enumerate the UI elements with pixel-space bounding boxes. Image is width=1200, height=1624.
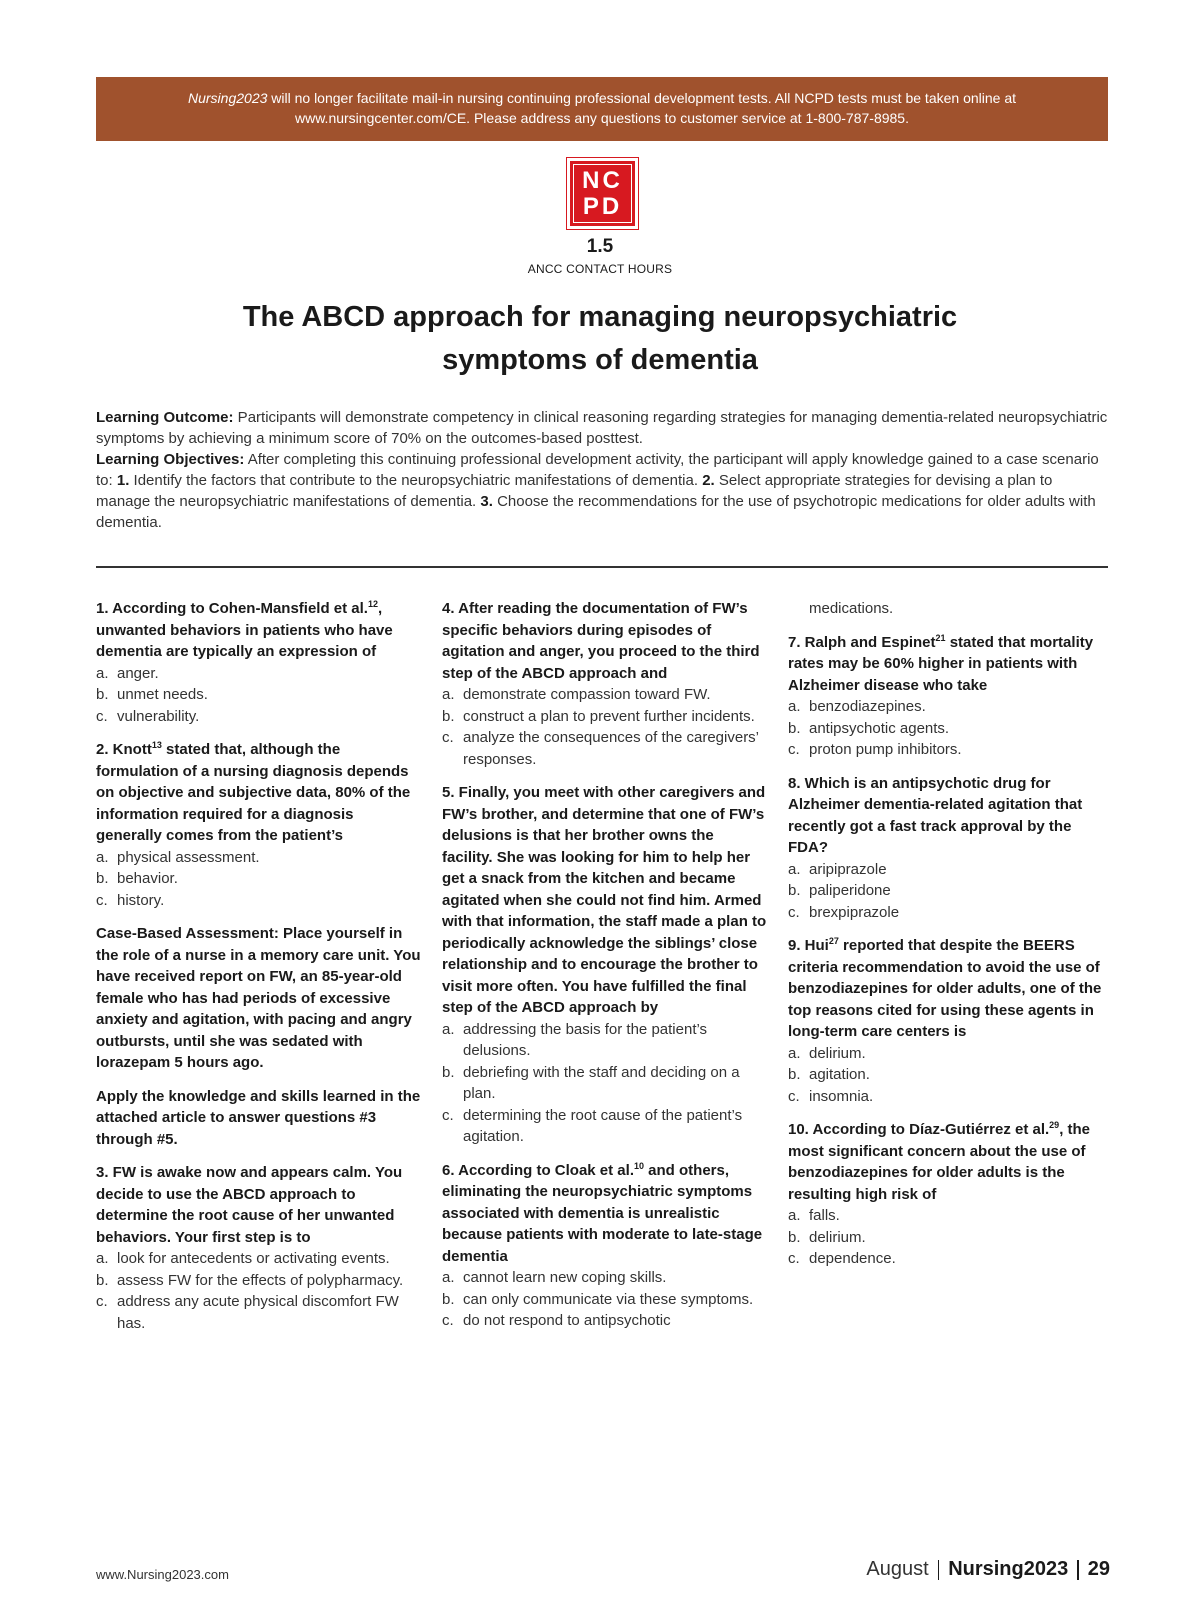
answer-option: b. assess FW for the effects of polypharmacy. xyxy=(96,1271,404,1289)
answer-option: c. proton pump inhibitors. xyxy=(788,741,962,758)
answer-option: c. determining the root cause of the patient’s agitation. xyxy=(442,1106,743,1145)
footer-month: August xyxy=(866,1558,929,1580)
answer-option: b. construct a plan to prevent further incidents. xyxy=(442,707,755,725)
objective-number: 3. xyxy=(480,493,493,510)
answer-option: a. physical assessment. xyxy=(96,848,260,866)
answer-option: b. paliperidone xyxy=(788,882,891,899)
column-1 xyxy=(96,598,421,1346)
objective-1: Identify the factors that contribute to the neuropsychiatric manifestations of dementia. xyxy=(129,472,703,489)
page-title xyxy=(150,296,1050,382)
column-2 xyxy=(442,598,767,1344)
question-10 xyxy=(788,1119,1113,1270)
banner-line1: will no longer facilitate mail-in nursing continuing professional development tests. All NCPD tests must be taken online at xyxy=(267,90,1016,106)
objective-number: 2. xyxy=(702,472,715,489)
question-8 xyxy=(788,773,1113,924)
objective-3: Choose the recommendations for the use of psychotropic medications for older adults with dementia. xyxy=(96,493,1096,531)
ncpd-logo xyxy=(567,158,638,229)
question-stem: 4. After reading the documentation of FW’s specific behaviors during episodes of agitation and anger, you proceed to the third step of the ABCD approach and xyxy=(442,600,760,682)
objective-2: Select appropriate strategies for devising a plan to manage the neuropsychiatric manifestations of dementia. xyxy=(96,472,1053,510)
question-4 xyxy=(442,598,767,770)
question-stem: 6. According to Cloak et al.$^{10}$ and others, eliminating the neuropsychiatric symptoms associated with dementia is unrealistic because patients with moderate to late-stage dementia xyxy=(442,1160,763,1265)
answer-option: a. demonstrate compassion toward FW. xyxy=(442,686,711,703)
answer-option: c. vulnerability. xyxy=(96,707,200,725)
question-stem: 10. According to Díaz-Gutiérrez et al.$^{29}$, the most significant concern about the use of benzodiazepines for older adults is the resulting high risk of xyxy=(788,1120,1091,1203)
question-5 xyxy=(442,782,767,1148)
logo-line-1: NC xyxy=(582,166,623,194)
question-stem: 2. Knott$^{13}$ stated that, although the formulation of a nursing diagnosis depends on objective and subjective data, 80% of the information required for a diagnosis generally comes from the patient’s xyxy=(96,740,411,844)
answer-option: a. anger. xyxy=(96,664,159,682)
answer-option: c. history. xyxy=(96,891,165,909)
answer-option: b. unmet needs. xyxy=(96,686,208,703)
answer-option: a. delirium. xyxy=(788,1044,866,1062)
banner-line2: www.nursingcenter.com/CE. Please address any questions to customer service at 1-800-787-8985. xyxy=(295,110,909,126)
footer-separator xyxy=(938,1560,940,1580)
contact-hours-label: ANCC CONTACT HOURS xyxy=(527,262,673,276)
footer-separator xyxy=(1077,1560,1079,1580)
banner-magazine-name: Nursing2023 xyxy=(188,90,268,106)
question-7 xyxy=(788,632,1113,761)
answer-option: b. debriefing with the staff and deciding on a plan. xyxy=(442,1063,740,1102)
notice-banner xyxy=(96,77,1108,141)
page-number: 29 xyxy=(1087,1558,1110,1580)
question-stem: 5. Finally, you meet with other caregivers and FW’s brother, and determine that one of FW’s delusions is that her brother owns the facility. She was looking for him to help her get a snack from the kitchen and became agitated when she could not find him. Armed with that information, the staff made a plan to periodically acknowledge the siblings’ close relationship and to encourage the brother to visit more often. You have fulfilled the final step of the ABCD approach by xyxy=(442,784,767,1016)
answer-option: b. agitation. xyxy=(788,1066,870,1083)
answer-option: c. insomnia. xyxy=(788,1087,874,1105)
question-stem: 1. According to Cohen-Mansfield et al.$^{12}$, unwanted behaviors in patients who have dementia are typically an expression of xyxy=(96,599,393,660)
question-stem: 8. Which is an antipsychotic drug for Alzheimer dementia-related agitation that recently got a fast track approval by the FDA? xyxy=(788,774,1083,856)
logo-line-2: PD xyxy=(582,192,623,220)
answer-option: b. behavior. xyxy=(96,870,178,887)
apply-instructions: Apply the knowledge and skills learned in the attached article to answer questions #3 through #5. xyxy=(96,1087,421,1148)
answer-option: a. benzodiazepines. xyxy=(788,698,926,715)
answer-option: a. addressing the basis for the patient’s delusions. xyxy=(442,1020,708,1059)
footer-folio xyxy=(866,1558,1110,1581)
contact-hours-value: 1.5 xyxy=(586,236,614,257)
question-6 xyxy=(442,1160,767,1332)
objectives-label: Learning Objectives: xyxy=(96,451,245,468)
title-line-2: symptoms of dementia xyxy=(442,344,758,376)
case-scenario: Case-Based Assessment: Place yourself in the role of a nurse in a memory care unit. You have received report on FW, an 85-year-old female who has had periods of excessive anxiety and agitation, with pacing and angry outbursts, until she was sedated with lorazepam 5 hours ago. xyxy=(96,925,421,1071)
answer-option: a. look for antecedents or activating events. xyxy=(96,1250,390,1267)
column-3 xyxy=(788,598,1113,1282)
answer-option: c. address any acute physical discomfort FW has. xyxy=(96,1293,399,1332)
footer-url: www.Nursing2023.com xyxy=(96,1567,229,1582)
learning-intro xyxy=(96,407,1108,533)
question-1 xyxy=(96,598,421,727)
answer-option: c. analyze the consequences of the caregivers’ responses. xyxy=(442,729,759,768)
outcome-label: Learning Outcome: xyxy=(96,409,234,426)
answer-option: b. antipsychotic agents. xyxy=(788,719,950,737)
answer-option: a. aripiprazole xyxy=(788,860,887,878)
divider xyxy=(96,566,1108,568)
answer-option: b. can only communicate via these symptoms. xyxy=(442,1290,754,1308)
answer-option: a. falls. xyxy=(788,1207,840,1224)
answer-option: c. brexpiprazole xyxy=(788,903,900,921)
answer-option: c. dependence. xyxy=(788,1250,896,1267)
answer-option: a. cannot learn new coping skills. xyxy=(442,1269,667,1286)
footer-magazine: Nursing2023 xyxy=(948,1558,1069,1580)
answer-option: b. delirium. xyxy=(788,1228,866,1246)
answer-option-continued: medications. xyxy=(809,600,894,617)
question-9 xyxy=(788,935,1113,1107)
title-line-1: The ABCD approach for managing neuropsychiatric xyxy=(242,301,958,333)
objectives-text: After completing this continuing professional development activity, the participant will apply knowledge gained to a case scenario to: xyxy=(96,451,1099,489)
question-stem: 3. FW is awake now and appears calm. You decide to use the ABCD approach to determine the root cause of her unwanted behaviors. Your first step is to xyxy=(96,1164,403,1246)
answer-option: c. do not respond to antipsychotic xyxy=(442,1312,671,1329)
question-stem: 7. Ralph and Espinet$^{21}$ stated that mortality rates may be 60% higher in patients with Alzheimer disease who take xyxy=(788,632,1094,694)
question-3 xyxy=(96,1162,421,1334)
question-stem: 9. Hui$^{27}$ reported that despite the BEERS criteria recommendation to avoid the use of benzodiazepines for older adults, one of the top reasons cited for using these agents in long-term care centers is xyxy=(788,936,1102,1040)
outcome-text: Participants will demonstrate competency in clinical reasoning regarding strategies for managing dementia-related neuropsychiatric symptoms by achieving a minimum score of 70% on the outcomes-based posttest. xyxy=(96,409,1108,447)
objective-number: 1. xyxy=(116,472,130,489)
question-2 xyxy=(96,739,421,911)
